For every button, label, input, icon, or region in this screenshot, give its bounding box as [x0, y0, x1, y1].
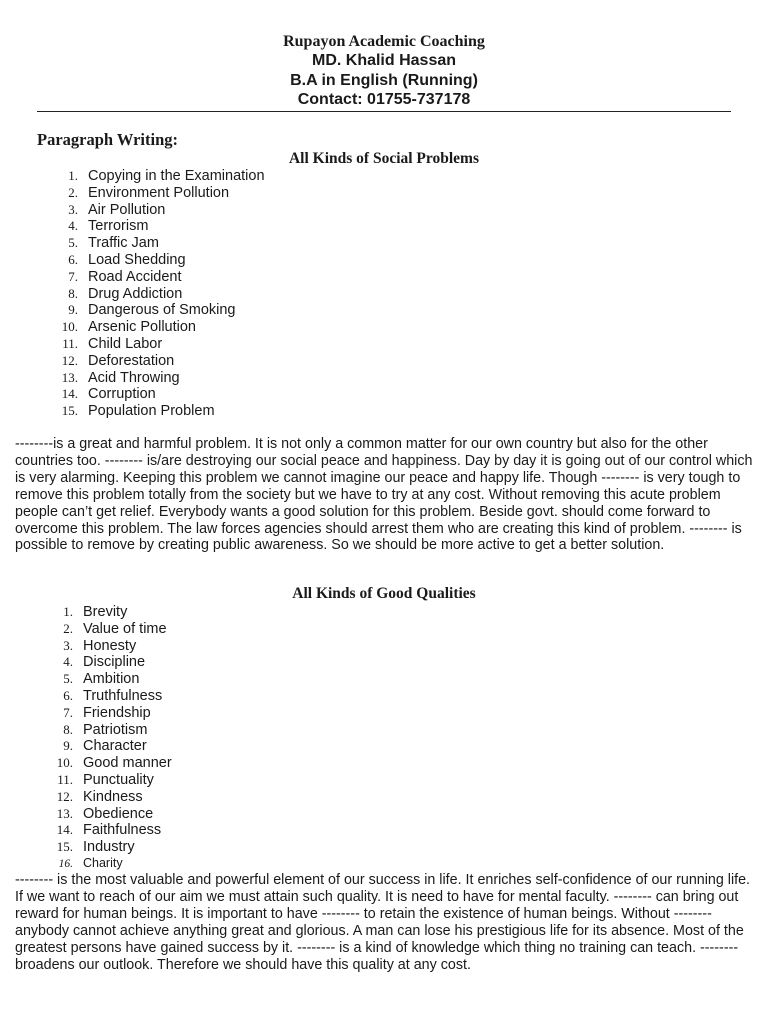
header-divider — [37, 111, 731, 112]
paragraph-writing-heading: Paragraph Writing: — [37, 130, 179, 149]
list-item: 8. Drug Addiction — [68, 285, 183, 302]
social-problem-paragraph: --------is a great and harmful problem. It is not only a common matter for our own country but also for the other countries too. -------- is/are destroying our social peace and happiness. Day by day it is going out of our control which is very alarming. Keeping this problem we cannot imagine our peace and happy life. Though -------- is very tough to remove this problem totally from the society but we have to try at any cost. Without removing this acute problem people can’t get relief. Everybody wants a good solution for this problem. Beside govt. should come forward to overcome this problem. The law forces agencies should arrest them who are creating this kind of problem. -------- is possible to remove by creating public awareness. So we should be more active to get a better solution. — [15, 436, 753, 554]
list-item: 15. Industry — [56, 839, 135, 856]
list-item: 11. Punctuality — [57, 771, 154, 788]
social-problems-title: All Kinds of Social Problems — [288, 150, 480, 167]
list-item: 1. Brevity — [63, 604, 128, 620]
list-item: 6. Load Shedding — [68, 251, 186, 268]
list-item: 3. Honesty — [63, 637, 137, 654]
list-item: 8. Patriotism — [63, 721, 148, 738]
list-item: 7. Road Accident — [68, 268, 182, 285]
list-item: 6. Truthfulness — [63, 687, 163, 704]
good-quality-paragraph: -------- is the most valuable and powerful element of our success in life. It enriches self-confidence of our running life. If we want to reach of our aim we must attain such quality. It is need to have for mental faculty. -------- can bring out reward for human beings. It is important to have -------- to retain the existence of human beings. Without -------- anybody cannot achieve anything great and glorious. A man can lose his prestigious life for its absence. Most of the greatest persons have gained success by it. -------- is a kind of knowledge which thing no training can teach. -------- broadens our outlook. Therefore we should have this quality at any cost. — [15, 872, 751, 973]
list-item: 2. Value of time — [63, 620, 167, 637]
list-item: 10. Arsenic Pollution — [61, 319, 196, 336]
list-item: 14. Corruption — [61, 386, 156, 403]
list-item: 12. Kindness — [56, 788, 143, 805]
list-item: 16. Charity — [58, 855, 123, 870]
list-item: 5. Traffic Jam — [68, 235, 159, 252]
contact-info: Contact: 01755-737178 — [297, 91, 471, 108]
list-item: 12. Deforestation — [61, 352, 175, 369]
list-item: 13. Acid Throwing — [61, 369, 180, 386]
list-item: 5. Ambition — [63, 671, 140, 688]
list-item: 9. Character — [63, 738, 147, 755]
institution-name: Rupayon Academic Coaching — [283, 33, 485, 50]
author-degree: B.A in English (Running) — [290, 71, 478, 89]
list-item: 1. Copying in the Examination — [68, 168, 265, 184]
list-item: 2. Environment Pollution — [68, 184, 230, 201]
list-item: 4. Terrorism — [68, 218, 149, 235]
list-item: 15. Population Problem — [61, 403, 215, 420]
list-item: 13. Obedience — [56, 805, 154, 822]
good-qualities-list — [45, 604, 172, 873]
list-item: 11. Child Labor — [62, 335, 163, 352]
list-item: 10. Good manner — [56, 755, 172, 772]
list-item: 9. Dangerous of Smoking — [68, 302, 236, 319]
author-name: MD. Khalid Hassan — [311, 52, 457, 69]
list-item: 14. Faithfulness — [56, 822, 162, 839]
page-header — [0, 32, 768, 110]
good-qualities-title: All Kinds of Good Qualities — [292, 585, 476, 602]
list-item: 4. Discipline — [63, 654, 146, 671]
social-problems-list — [52, 168, 265, 420]
list-item: 3. Air Pollution — [68, 201, 166, 218]
list-item: 7. Friendship — [63, 704, 151, 721]
